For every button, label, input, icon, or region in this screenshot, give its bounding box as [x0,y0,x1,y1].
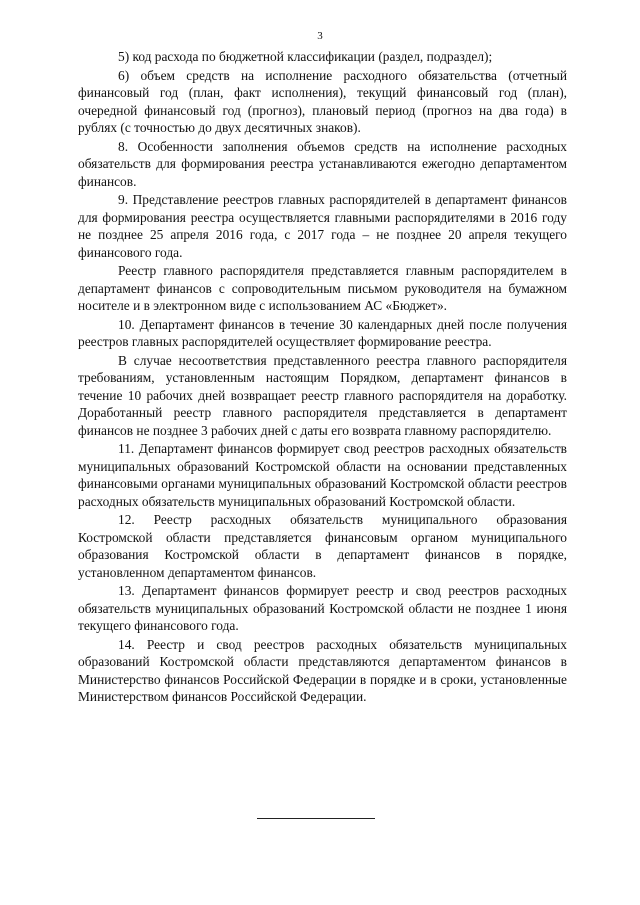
paragraph-clause-9: 9. Представление реестров главных распорядителей в департамент финансов для формирования реестра осуществляется главными распорядителями в 2016 году не позднее 25 апреля 2016 года, с 2017 года – не позднее 20 апреля текущего финансового года. [78,192,567,260]
paragraph-clause-12: 12. Реестр расходных обязательств муниципального образования Костромской области представляется финансовым органом муниципального образования Костромской области в департамент финансов в порядке, установленном департаментом финансов. [78,512,567,580]
document-body [78,48,567,707]
paragraph-clause-9-continued: Реестр главного распорядителя представляется главным распорядителем в департамент финансов с сопроводительным письмом руководителя на бумажном носителе и в электронном виде с использованием АС «Бюджет». [78,263,567,313]
paragraph-clause-13: 13. Департамент финансов формирует реестр и свод реестров расходных обязательств муниципальных образований Костромской области не позднее 1 июня текущего финансового года. [78,583,567,633]
paragraph-item-6: 6) объем средств на исполнение расходного обязательства (отчетный финансовый год (план, факт исполнения), текущий финансовый год (план), очередной финансовый год (прогноз), плановый период (прогноз на два года) в рублях (с точностью до двух десятичных знаков). [78,67,567,135]
page-number: 3 [317,30,323,42]
paragraph-clause-10: 10. Департамент финансов в течение 30 календарных дней после получения реестров главных распорядителей осуществляет формирование реестра. [78,316,567,349]
paragraph-clause-10-continued: В случае несоответствия представленного реестра главного распорядителя требованиям, установленным настоящим Порядком, департамент финансов в течение 10 рабочих дней возвращает реестр главного распорядителя на доработку. Доработанный реестр главного распорядителя представляется в департамент финансов не позднее 3 рабочих дней с даты его возврата главному распорядителю. [78,352,567,438]
paragraph-clause-8: 8. Особенности заполнения объемов средств на исполнение расходных обязательств для формирования реестра устанавливаются ежегодно департаментом финансов. [78,138,567,189]
paragraph-clause-11: 11. Департамент финансов формирует свод реестров расходных обязательств муниципальных образований Костромской области на основании представленных финансовыми органами муниципальных образований Костромской области реестров расходных обязательств муниципальных образований Костромской области. [78,441,567,509]
closing-rule [257,818,375,819]
paragraph-item-5: 5) код расхода по бюджетной классификации (раздел, подраздел); [118,49,493,64]
paragraph-clause-14: 14. Реестр и свод реестров расходных обязательств муниципальных образований Костромской области представляются департаментом финансов в Министерство финансов Российской Федерации в порядке и в сроки, установленные Министерством финансов Российской Федерации. [78,636,567,704]
